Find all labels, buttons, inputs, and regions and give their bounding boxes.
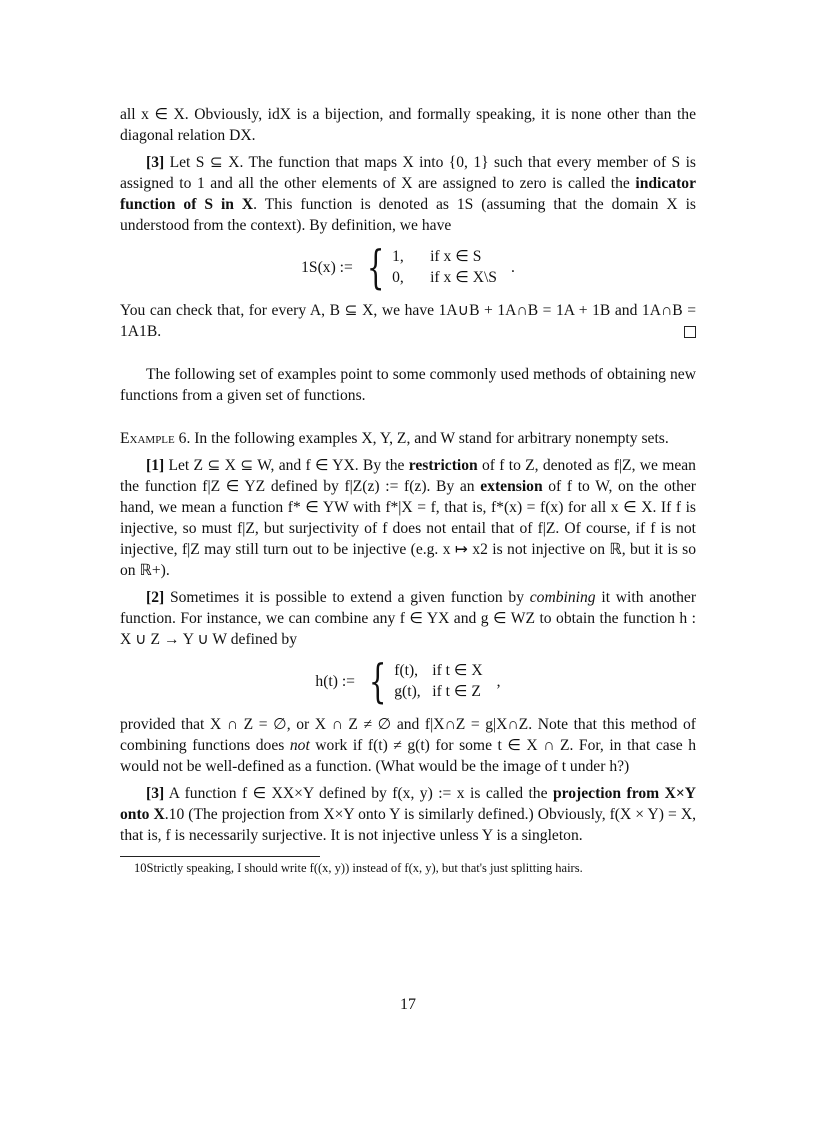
- paragraph-combining: [120, 587, 696, 650]
- paragraph-text: of f to Z, denoted as f|Z, we mean the function f|Z ∈ YZ defined by f|Z(z) := f(z). By an: [120, 457, 696, 495]
- paragraph-indicator: [120, 152, 696, 236]
- paragraph-text: it with another function. For instance, we can combine any f ∈ YX and g ∈ WZ to obtain the function h : X ∪ Z → Y ∪ W defined by: [120, 589, 697, 648]
- paragraph-text: Let S ⊆ X. The function that maps X into {0, 1} such that every member of S is assigned to 1 and all the other elements of X are assigned to zero is called the: [120, 154, 696, 192]
- paragraph-text: provided that X ∩ Z = ∅, or X ∩ Z ≠ ∅ and f|X∩Z = g|X∩Z. Note that this method of combining functions does: [120, 716, 696, 754]
- paragraph-text: . This function is denoted as 1S (assuming that the domain X is understood from the context). By definition, we have: [120, 196, 696, 234]
- paragraph-text: .10 (The projection from X×Y onto Y is similarly defined.) Obviously, f(X × Y) = X, that is, f is necessarily surjective. It is not injective unless Y is a singleton.: [120, 806, 696, 844]
- footnote: 10Strictly speaking, I should write f((x, y)) instead of f(x, y), but that's just splitting hairs.: [134, 861, 583, 875]
- item-label: [3]: [146, 154, 165, 171]
- case-value: 0,: [392, 269, 404, 286]
- paragraph-check: [120, 300, 696, 342]
- equation-lhs: h(t) :=: [315, 672, 355, 690]
- case-condition: if x ∈ X\S: [430, 269, 497, 286]
- left-brace-icon: {: [368, 654, 387, 708]
- paragraph-text: Sometimes it is possible to extend a given function by: [164, 589, 530, 606]
- equation-punctuation: ,: [496, 672, 501, 690]
- paragraph-text: A function f ∈ XX×Y defined by f(x, y) := x is called the: [164, 785, 553, 802]
- case-value: g(t),: [394, 683, 421, 700]
- example-heading: [120, 428, 696, 449]
- paragraph-projection: [120, 783, 696, 846]
- equation-cases: [394, 660, 482, 702]
- footnote-rule: [120, 856, 320, 857]
- case-condition: if t ∈ Z: [432, 683, 481, 700]
- page-number: 17: [400, 996, 416, 1013]
- paragraph-text: In the following examples X, Y, Z, and W stand for arbitrary nonempty sets.: [190, 430, 669, 447]
- paragraph-text: Let Z ⊆ X ⊆ W, and f ∈ YX. By the: [164, 457, 409, 474]
- emphasis: not: [289, 737, 310, 754]
- paragraph-restriction: [120, 455, 696, 581]
- page-body: [120, 104, 696, 877]
- paragraph-provided: [120, 714, 696, 777]
- case-value: 1,: [392, 248, 404, 265]
- item-label: [3]: [146, 785, 165, 802]
- defined-term: extension: [480, 478, 543, 495]
- paragraph-intro-examples: The following set of examples point to some commonly used methods of obtaining new functions from a given set of functions.: [120, 366, 696, 404]
- equation-combination: [120, 654, 696, 708]
- item-label: [2]: [146, 589, 165, 606]
- equation-indicator: [120, 240, 696, 294]
- qed-square-icon: [684, 326, 696, 338]
- paragraph-text: of f to W, on the other hand, we mean a function f* ∈ YW with f*|X = f, that is, f*(x) = f(x) for all x ∈ X. If f is injective, so must f|Z, but surjectivity of f does not entail that of f|Z. Of course, if f is not injective, f|Z may still turn out to be injective (e.g. x ↦ x2 is not injective on ℝ, but it is so on ℝ+).: [120, 478, 696, 579]
- defined-term: indicator function of S in X: [120, 175, 696, 213]
- example-label: Example 6.: [120, 430, 191, 447]
- defined-term: restriction: [408, 457, 478, 474]
- emphasis: combining: [529, 589, 596, 606]
- equation-punctuation: .: [510, 258, 515, 276]
- equation-cases: [392, 246, 497, 288]
- paragraph-text: You can check that, for every A, B ⊆ X, we have 1A∪B + 1A∩B = 1A + 1B and 1A∩B = 1A1B.: [120, 302, 696, 340]
- paragraph-diagonal: all x ∈ X. Obviously, idX is a bijection, and formally speaking, it is none other than the diagonal relation DX.: [120, 106, 696, 144]
- paragraph-text: work if f(t) ≠ g(t) for some t ∈ X ∩ Z. For, in that case h would not be well-defined as a function. (What would be the image of t under h?): [120, 737, 696, 775]
- item-label: [1]: [146, 457, 165, 474]
- defined-term: projection from X×Y onto X: [120, 785, 696, 823]
- equation-lhs: 1S(x) :=: [301, 258, 353, 276]
- case-condition: if t ∈ X: [432, 662, 483, 679]
- case-value: f(t),: [394, 662, 419, 679]
- left-brace-icon: {: [366, 240, 385, 294]
- case-condition: if x ∈ S: [430, 248, 482, 265]
